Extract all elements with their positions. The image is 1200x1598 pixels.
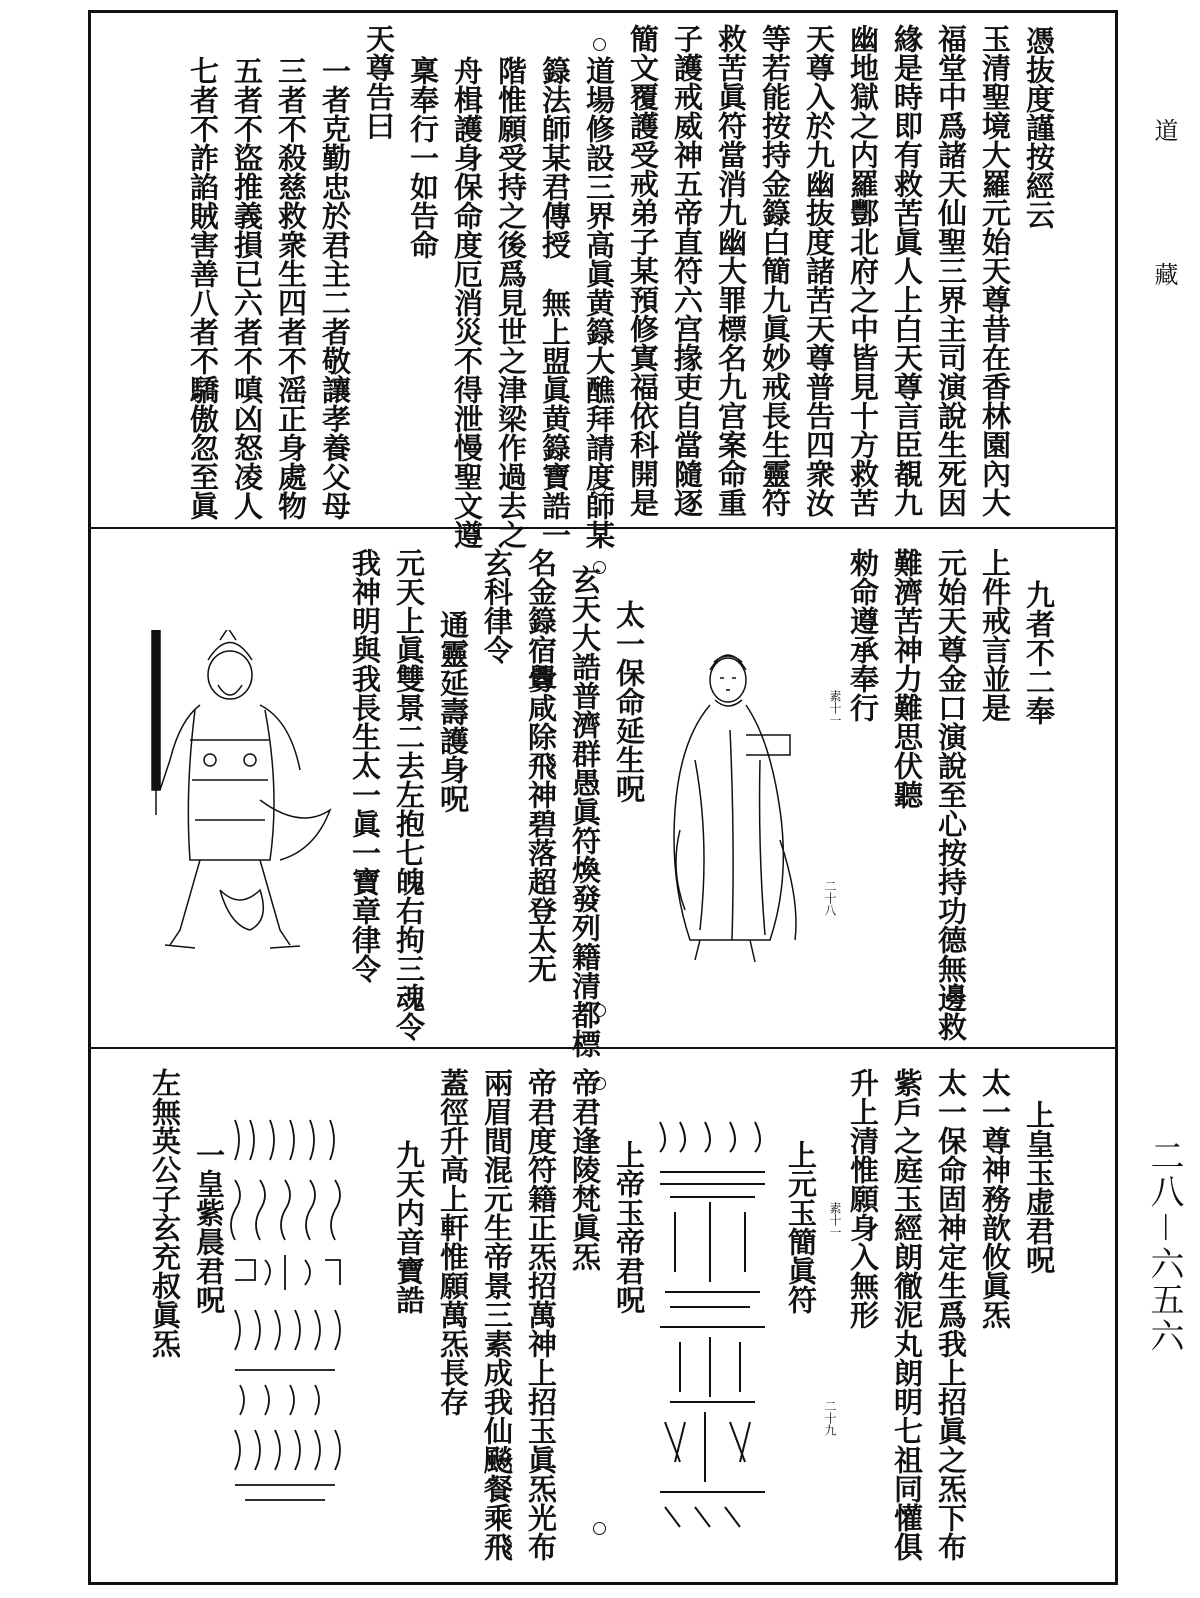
- lower-line-8: 帝君逢陵梵眞炁: [568, 1068, 602, 1271]
- margin-title-dao: 道: [1150, 118, 1178, 142]
- lower-heading-jiutian: 九天内音寶誥: [392, 1140, 426, 1314]
- lower-heading-shangyuan: 上元玉簡眞符: [784, 1140, 818, 1314]
- upper-line-16: 天尊告曰: [362, 24, 396, 140]
- section-mark: [593, 1522, 606, 1535]
- page-number: 二八－六五六: [1144, 1138, 1184, 1354]
- upper-line-9: 子護戒威神五帝直符六宫掾吏自當隨逐: [670, 24, 704, 517]
- jade-talisman-seal: [650, 1112, 775, 1532]
- margin-title-zang: 藏: [1150, 262, 1178, 286]
- middle-line-11: 元天上眞雙景二去左抱七魄右拘三魂令: [392, 548, 426, 1041]
- lower-line-2: 太一尊神務歆攸眞炁: [978, 1068, 1012, 1329]
- upper-line-20: 七者不詐諂賊害善八者不驕傲忽至眞: [186, 56, 220, 520]
- lower-heading-shanghuang: 上皇玉虚君呪: [1022, 1100, 1056, 1274]
- upper-line-10: 簡文覆護受戒弟子某預修寘福依科開是: [626, 24, 660, 517]
- upper-line-11: 道場修設三界高眞黄籙大醮拜請度師某: [582, 56, 616, 549]
- lower-line-3: 太一保命固神定生爲我上招眞之炁下布: [934, 1068, 968, 1561]
- upper-line-15: 稟奉行一如告命: [406, 56, 440, 259]
- lower-line-4: 紫戶之庭玉經朗徹泥丸朗明七祖同懽俱: [890, 1068, 924, 1561]
- middle-line-8: 名金籙宿釁咸除飛神碧落超登太无: [524, 548, 558, 983]
- nine-heavens-seal-script: [225, 1110, 355, 1510]
- upper-line-18: 三者不殺慈救衆生四者不滛正身處物: [274, 56, 308, 520]
- upper-line-17: 一者克勤忠於君主二者敬讓孝養父母: [318, 56, 352, 520]
- guardian-figure-illustration: [140, 630, 340, 960]
- upper-line-6: 天尊入於九幽抜度諸苦天尊普告四衆汝: [802, 24, 836, 517]
- middle-heading-tongling: 通靈延壽護身呪: [436, 610, 470, 813]
- lower-line-11: 蓋徑升高上軒惟願萬炁長存: [436, 1068, 470, 1416]
- lower-heading-yihuang: 一皇紫晨君呪: [192, 1140, 226, 1314]
- small-note: 二十八: [823, 880, 837, 916]
- middle-line-12: 我神明與我長生太一眞一寶章律令: [348, 548, 382, 983]
- middle-line-5: 勑命遵承奉行: [846, 548, 880, 722]
- upper-line-19: 五者不盜推義損已六者不嗔凶怒凌人: [230, 56, 264, 520]
- small-note: 二十九: [823, 1400, 837, 1436]
- middle-line-7: 玄天大誥普濟群愚眞符煥發列籍清都標: [568, 565, 602, 1058]
- upper-line-5: 幽地獄之内羅酆北府之中皆見十方救苦: [846, 24, 880, 517]
- small-note: 素十一: [828, 1202, 842, 1238]
- upper-line-3: 福堂中爲諸天仙聖三界主司演說生死因: [934, 24, 968, 517]
- lower-line-9: 帝君度符籍正炁招萬神上招玉眞炁光布: [524, 1068, 558, 1561]
- upper-line-1: 憑抜度謹按經云: [1022, 26, 1056, 229]
- middle-line-9: 玄科律令: [480, 548, 514, 664]
- middle-line-2: 上件戒言並是: [978, 548, 1012, 722]
- middle-line-4: 難濟苦神力難思伏聽: [890, 548, 924, 809]
- lower-line-5: 升上清惟願身入無形: [846, 1068, 880, 1329]
- immortal-figure-illustration: [640, 640, 815, 970]
- upper-line-2: 玉清聖境大羅元始天尊昔在香林園內大: [978, 24, 1012, 517]
- upper-line-8: 救苦眞符當消九幽大罪標名九宫案命重: [714, 24, 748, 517]
- upper-line-4: 緣是時即有救苦眞人上白天尊言臣覩九: [890, 24, 924, 517]
- upper-line-7: 等若能按持金籙白簡九眞妙戒長生靈符: [758, 24, 792, 517]
- lower-line-10: 兩眉間混元生帝景三素成我仙飈餐乘飛: [480, 1068, 514, 1561]
- lower-line-14: 左無英公子玄充叔眞炁: [148, 1068, 182, 1358]
- middle-heading-taiyi: 太一保命延生呪: [612, 600, 646, 803]
- upper-line-14: 舟楫護身保命度厄消災不得泄慢聖文遵: [450, 56, 484, 549]
- upper-line-13: 階惟願受持之後爲見世之津梁作過去之: [494, 56, 528, 549]
- middle-line-1: 九者不二奉: [1022, 580, 1056, 725]
- small-note: 素十一: [828, 690, 842, 726]
- middle-line-3: 元始天尊金口演說至心按持功德無邊救: [934, 548, 968, 1041]
- lower-heading-shangdi: 上帝玉帝君呪: [612, 1140, 646, 1314]
- section-mark: [593, 38, 606, 51]
- upper-line-12: 籙法師某君傳授 無上盟眞黄籙寶誥一: [538, 56, 572, 549]
